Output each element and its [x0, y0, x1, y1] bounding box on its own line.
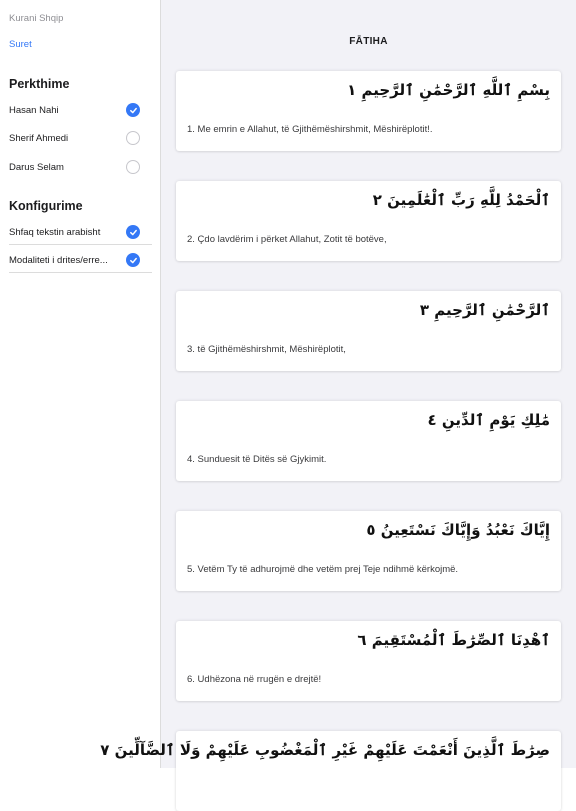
verse-translation: 5. Vetëm Ty të adhurojmë dhe vetëm prej Teje ndihmë kërkojmë. — [187, 564, 459, 575]
translation-option-label: Hasan Nahi — [9, 104, 59, 116]
verse-card[interactable] — [100, 731, 561, 811]
verse-card[interactable] — [176, 401, 561, 481]
verse-card[interactable] — [176, 291, 561, 371]
translation-option-label: Sherif Ahmedi — [9, 132, 69, 144]
config-option-label: Shfaq tekstin arabisht — [9, 226, 101, 238]
verse-translation: 2. Çdo lavdërim i përket Allahut, Zotit të botëve, — [187, 234, 387, 245]
verse-card[interactable] — [176, 181, 561, 261]
config-section-title: Konfigurime — [9, 199, 83, 213]
verse-card[interactable] — [176, 621, 561, 701]
sidebar — [0, 0, 161, 768]
config-show-arabic[interactable] — [9, 220, 152, 245]
verse-translation: 4. Sunduesit të Ditës së Gjykimit. — [187, 454, 327, 465]
translation-option-label: Darus Selam — [9, 161, 64, 173]
verse-translation: 6. Udhëzona në rrugën e drejtë! — [187, 674, 322, 685]
app-title: Kurani Shqip — [9, 13, 64, 24]
empty-circle-icon[interactable] — [126, 160, 140, 174]
translation-option-sherif-ahmedi[interactable] — [9, 126, 152, 150]
verse-card[interactable] — [176, 71, 561, 151]
verses-panel[interactable] — [100, 0, 576, 768]
checkmark-icon[interactable] — [126, 253, 140, 267]
verse-translation: 3. të Gjithëmëshirshmit, Mëshirëplotit, — [187, 344, 346, 355]
translation-option-hasan-nahi[interactable] — [9, 98, 152, 122]
verse-arabic-text: صِرَٰطَ ٱلَّذِينَ أَنْعَمْتَ عَلَيْهِمْ غَيْرِ ٱلْمَغْضُوبِ عَلَيْهِمْ وَلَا ٱلضَّآلِّينَ ٧ — [100, 741, 550, 759]
surah-title: FĀTIHA — [349, 36, 388, 47]
translation-option-darus-selam[interactable] — [9, 155, 152, 179]
verse-arabic-text: ٱلرَّحْمَٰنِ ٱلرَّحِيمِ ٣ — [419, 301, 550, 319]
empty-circle-icon[interactable] — [126, 131, 140, 145]
verse-arabic-text: ٱهْدِنَا ٱلصِّرَٰطَ ٱلْمُسْتَقِيمَ ٦ — [357, 631, 550, 649]
verse-arabic-text: إِيَّاكَ نَعْبُدُ وَإِيَّاكَ نَسْتَعِينُ ٥ — [366, 521, 550, 539]
checkmark-icon[interactable] — [126, 225, 140, 239]
translations-section-title: Perkthime — [9, 77, 70, 91]
verse-translation: 1. Me emrin e Allahut, të Gjithëmëshirshmit, Mëshirëplotit!. — [187, 124, 433, 135]
verse-arabic-text: مَٰلِكِ يَوْمِ ٱلدِّينِ ٤ — [427, 411, 550, 429]
config-dark-mode[interactable] — [9, 248, 152, 273]
checkmark-icon[interactable] — [126, 103, 140, 117]
surahs-link[interactable]: Suret — [9, 39, 32, 50]
config-option-label: Modaliteti i drites/erre... — [9, 254, 108, 266]
verse-arabic-text: بِسْمِ ٱللَّهِ ٱلرَّحْمَٰنِ ٱلرَّحِيمِ ١ — [347, 81, 550, 99]
verse-card[interactable] — [176, 511, 561, 591]
verse-arabic-text: ٱلْحَمْدُ لِلَّهِ رَبِّ ٱلْعَٰلَمِينَ ٢ — [372, 191, 550, 209]
